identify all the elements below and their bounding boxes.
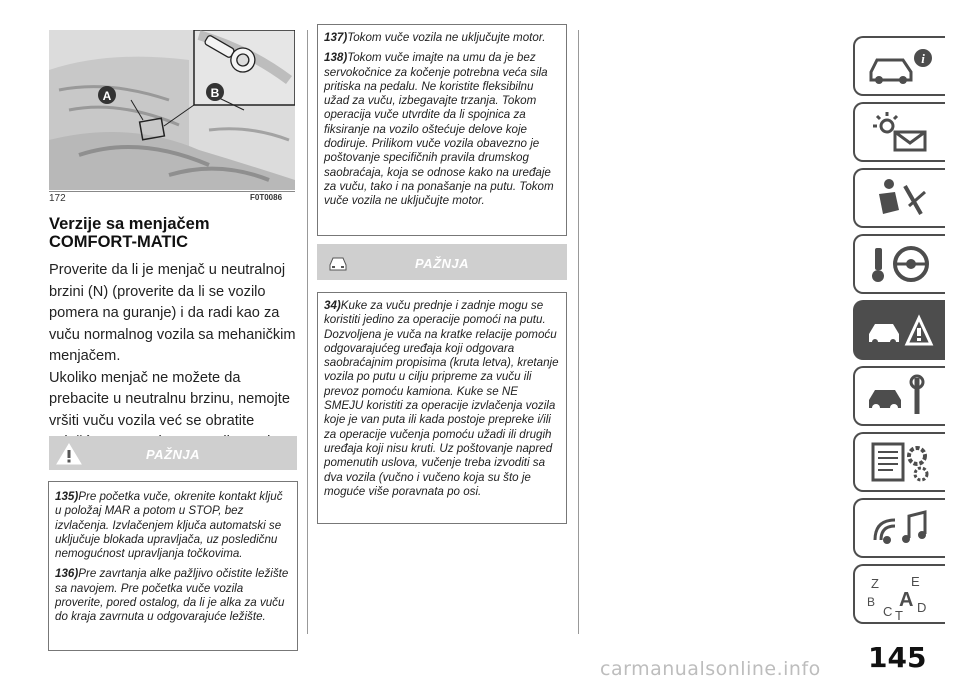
vehicle-bumper-illustration <box>49 30 295 190</box>
key-steering-icon <box>865 242 937 286</box>
warning-title: PAŽNJA <box>414 256 470 271</box>
tab-technical-data[interactable] <box>853 432 945 492</box>
index-letter: C <box>883 604 893 619</box>
index-letter: D <box>917 600 927 615</box>
multimedia-icon <box>865 506 937 550</box>
warning-item <box>324 299 560 499</box>
tab-emergency[interactable] <box>853 300 945 360</box>
warning-box-2 <box>317 24 567 236</box>
tab-maintenance[interactable] <box>853 366 945 426</box>
item-text: Kuke za vuču prednje i zadnje mogu se koristiti jedino za operacije pomoći na putu. Dozvoljena je vuča na kratke relacije pomoću odgovarajućeg uređaja koji odgovara saobraćajnim propisima (kruta letva), kretanje vozila po putu u cilju pripreme za vuču ili prevoz pomoću kamiona. Kuke se NE SMEJU koristiti za operacije izvlačenja vozila koje je van puta ili kada postoje prepreke i/ili za operacije vučenja pomoću užadi ili drugih uređaja koji nisu kruti. Uz poštovanje napred pomenutih uslova, vučenje treba izvoditi sa dva vozila (vučno i vučeno koja su što je moguće više poravnata po osi. <box>324 299 559 498</box>
item-number: 138) <box>324 51 348 65</box>
car-info-icon <box>865 44 937 88</box>
figure-number: 172 <box>49 193 66 204</box>
tab-alphabetical-index[interactable] <box>853 564 945 624</box>
paragraph-1: Proverite da li je menjač u neutralnoj brzini (N) (proverite da li se vozilo pomera na guranje) i da radi kao za vuču normalnog vozila sa mehaničkim menjačem. <box>49 262 296 364</box>
technical-data-icon <box>865 440 937 484</box>
figure-divider <box>49 191 295 192</box>
paragraph-2: Ukoliko menjač ne možete da prebacite u neutralnu brzinu, nemojte vršiti vuču vozila već se obratite <box>49 369 290 429</box>
section-heading: Verzije sa menjačem COMFORT-MATIC <box>49 215 210 251</box>
label-b: B <box>210 86 220 100</box>
index-letter: E <box>911 574 920 589</box>
towing-hook-figure <box>49 30 295 190</box>
tab-seat-safety[interactable] <box>853 168 945 228</box>
item-text: Tokom vuče vozila ne uključujte motor. <box>347 31 546 44</box>
warning-item <box>324 31 560 45</box>
index-letter: Z <box>871 576 879 591</box>
item-number: 135) <box>55 490 79 503</box>
column-divider <box>578 30 579 634</box>
warning-item <box>55 567 291 624</box>
warning-box-3 <box>317 292 567 524</box>
index-letter: B <box>867 595 876 609</box>
warning-box-1 <box>48 481 298 651</box>
tab-multimedia[interactable] <box>853 498 945 558</box>
warning-title: PAŽNJA <box>145 447 201 462</box>
item-text: Tokom vuče imajte na umu da je bez servokočnice za kočenje potrebna veća sila pritiska na pedalu. Ne koristite fleksibilnu užad za vuču, izbegavajte trzanja. Tokom operacija vuče utvrdite da li spojnica za fiksiranje na vozilo oštećuje delove koje dodiruje. Prilikom vuče vozila obavezno je poštovanje specifičnih pravila drumskog saobraćaja, koja se odnose kako na uređaje za vuču, tako i na ponašanje na putu. Tokom vuče vozila ne uključujte motor. <box>324 51 554 208</box>
item-text: Pre početka vuče, okrenite kontakt ključ u položaj MAR a potom u STOP, bez izvlačenja. Izvlačenjem ključa automatski se uključuje blokada upravljača, uz posledičnu nemogućnost upravljanja točkovima. <box>55 490 283 561</box>
item-number: 34) <box>324 299 341 312</box>
seat-safety-icon <box>865 176 937 220</box>
index-letter: A <box>899 589 914 611</box>
warning-item <box>324 51 560 208</box>
watermark: carmanualsonline.info <box>600 658 821 680</box>
maintenance-icon <box>865 374 937 418</box>
label-a: A <box>102 89 112 103</box>
page-number: 145 <box>868 641 927 674</box>
figure-code: F0T0086 <box>250 193 283 202</box>
tab-key-steering[interactable] <box>853 234 945 294</box>
alphabetical-index-icon <box>865 572 937 620</box>
svg-text:i: i <box>921 51 925 66</box>
emergency-icon <box>865 308 937 352</box>
index-letter: T <box>895 608 903 620</box>
item-number: 136) <box>55 567 79 581</box>
warning-item <box>55 490 291 561</box>
warning-lights-icon <box>865 110 937 154</box>
item-number: 137) <box>324 31 348 44</box>
tab-warning-lights[interactable] <box>853 102 945 162</box>
column-divider <box>307 30 308 634</box>
tab-car-info[interactable] <box>853 36 945 96</box>
item-text: Pre zavrtanja alke pažljivo očistite ležište sa navojem. Pre početka vuče vozila proverite, pored ostalog, da li je alka za vuču do kraja zavrnuta u odgovarajuće ležište. <box>55 567 289 624</box>
